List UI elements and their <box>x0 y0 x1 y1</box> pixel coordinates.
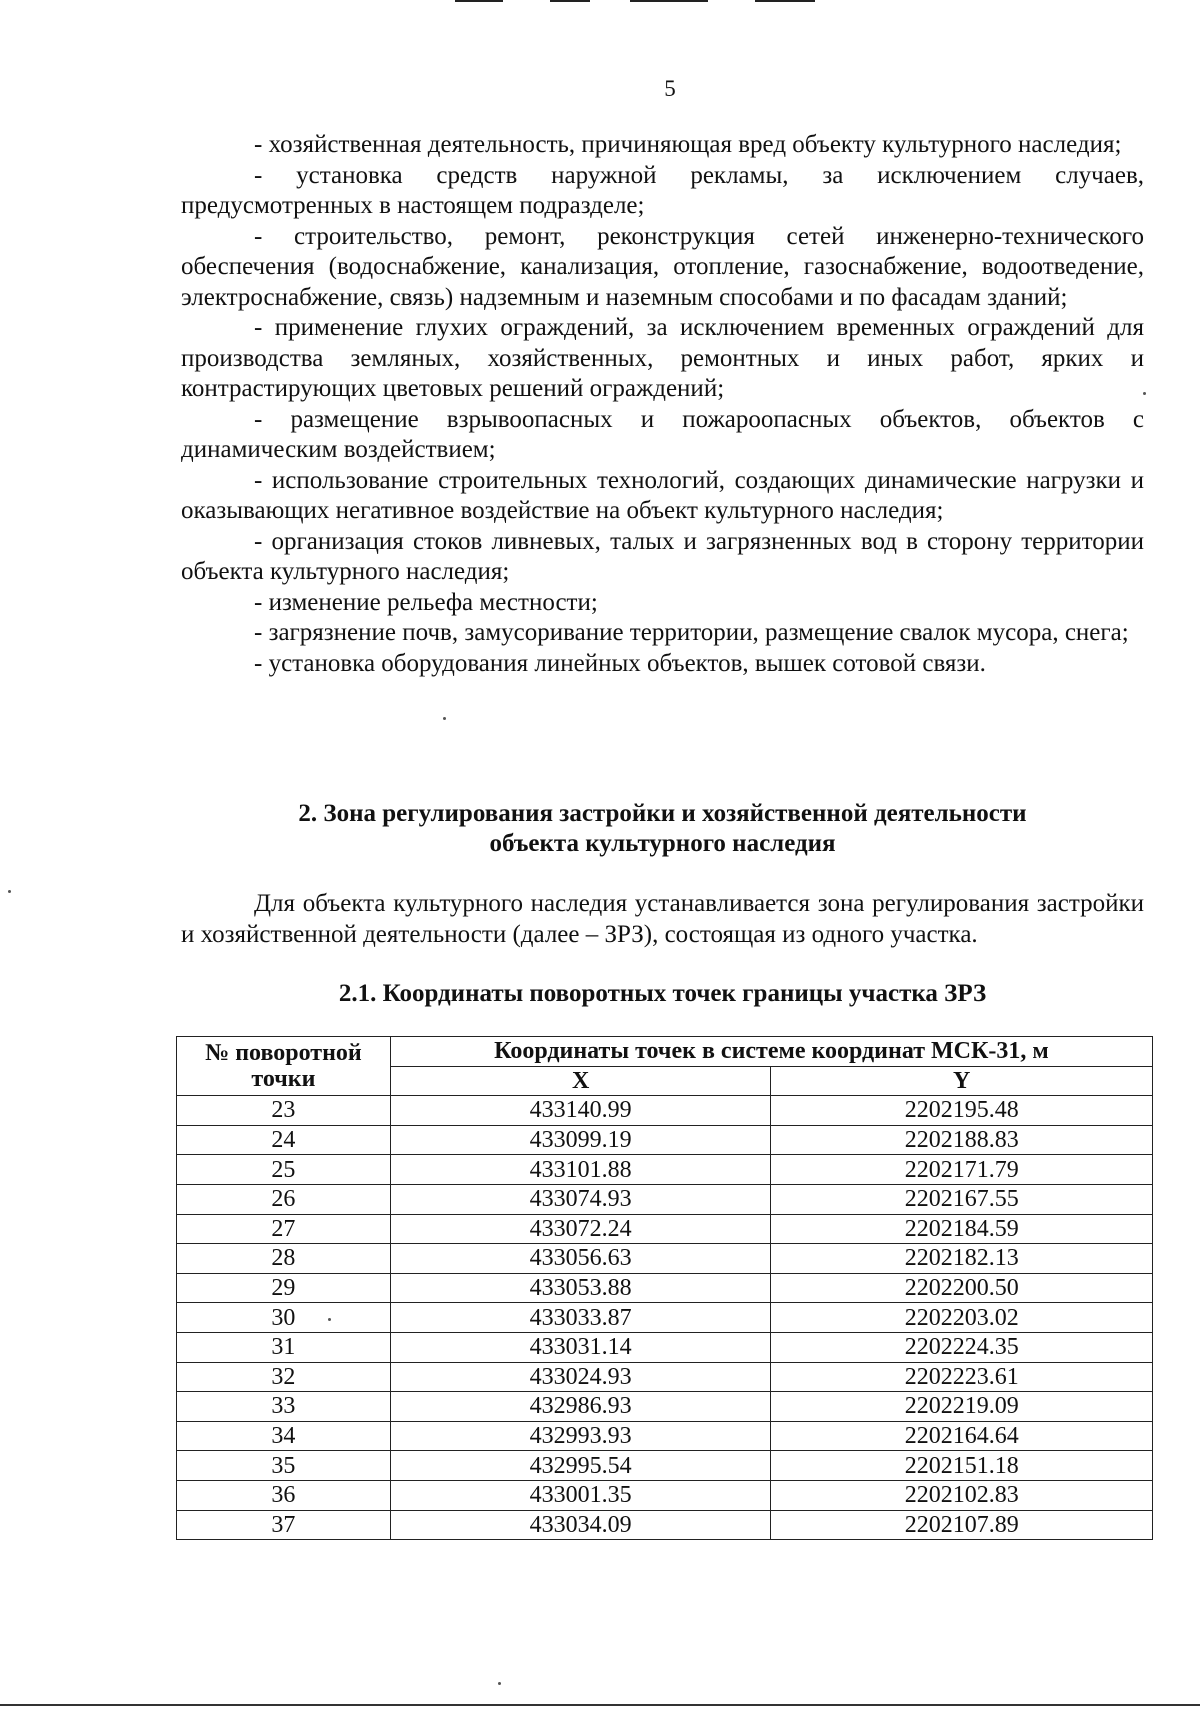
table-title: 2.1. Координаты поворотных точек границы участка ЗРЗ <box>338 980 987 1007</box>
cell-y: 2202151.18 <box>771 1451 1153 1481</box>
cell-point-number: 25 <box>177 1155 391 1185</box>
cell-point-number: 32 <box>177 1362 391 1392</box>
cell-point-number: 28 <box>177 1244 391 1274</box>
cell-point-number: 33 <box>177 1392 391 1422</box>
cell-x: 433140.99 <box>390 1096 771 1126</box>
section-title <box>181 799 1144 859</box>
cell-point-number: 30 <box>177 1303 391 1333</box>
table-row <box>177 1096 1153 1126</box>
cell-y: 2202200.50 <box>771 1273 1153 1303</box>
cell-y: 2202107.89 <box>771 1510 1153 1540</box>
cell-y: 2202219.09 <box>771 1392 1153 1422</box>
scan-speck <box>443 717 446 720</box>
restriction-item: - установка оборудования линейных объектов, вышек сотовой связи. <box>254 649 986 677</box>
table-row <box>177 1155 1153 1185</box>
scan-top-marks <box>455 0 815 4</box>
cell-point-number: 29 <box>177 1273 391 1303</box>
cell-point-number: 26 <box>177 1184 391 1214</box>
cell-point-number: 34 <box>177 1421 391 1451</box>
scan-speck <box>498 1682 501 1685</box>
cell-point-number: 23 <box>177 1096 391 1126</box>
cell-x: 433031.14 <box>390 1332 771 1362</box>
header-point-number-line: № поворотной <box>205 1040 362 1067</box>
restriction-item: - строительство, ремонт, реконструкция сетей инженерно-технического обеспечения (водоснабжение, канализация, отопление, газоснабжение, водоотведение, электроснабжение, связь) надземным и наземным способами и по фасадам зданий; <box>181 222 1144 311</box>
section-title-line: объекта культурного наследия <box>489 830 836 857</box>
cell-y: 2202188.83 <box>771 1125 1153 1155</box>
cell-point-number: 36 <box>177 1480 391 1510</box>
table-row <box>177 1332 1153 1362</box>
table-row <box>177 1392 1153 1422</box>
cell-x: 433056.63 <box>390 1244 771 1274</box>
scan-speck <box>8 890 11 893</box>
cell-x: 433101.88 <box>390 1155 771 1185</box>
restrictions-list <box>181 130 1144 679</box>
table-row <box>177 1273 1153 1303</box>
cell-y: 2202195.48 <box>771 1096 1153 1126</box>
cell-y: 2202102.83 <box>771 1480 1153 1510</box>
table-row <box>177 1214 1153 1244</box>
cell-x: 433034.09 <box>390 1510 771 1540</box>
cell-y: 2202164.64 <box>771 1421 1153 1451</box>
cell-y: 2202171.79 <box>771 1155 1153 1185</box>
coordinates-table <box>176 1036 1153 1540</box>
cell-y: 2202167.55 <box>771 1184 1153 1214</box>
header-point-number <box>177 1037 391 1096</box>
table-row <box>177 1480 1153 1510</box>
header-y: Y <box>771 1066 1153 1096</box>
cell-y: 2202184.59 <box>771 1214 1153 1244</box>
table-row <box>177 1362 1153 1392</box>
cell-x: 433074.93 <box>390 1184 771 1214</box>
table-row <box>177 1451 1153 1481</box>
header-coordinates: Координаты точек в системе координат МСК-31, м <box>390 1037 1152 1067</box>
cell-y: 2202182.13 <box>771 1244 1153 1274</box>
cell-x: 433072.24 <box>390 1214 771 1244</box>
table-row <box>177 1125 1153 1155</box>
restriction-item: - размещение взрывоопасных и пожароопасных объектов, объектов с динамическим воздействием; <box>181 405 1144 463</box>
cell-y: 2202203.02 <box>771 1303 1153 1333</box>
restriction-item: - изменение рельефа местности; <box>254 588 598 616</box>
scan-bottom-line <box>0 1704 1200 1706</box>
cell-x: 432995.54 <box>390 1451 771 1481</box>
cell-point-number: 31 <box>177 1332 391 1362</box>
table-row <box>177 1244 1153 1274</box>
cell-y: 2202223.61 <box>771 1362 1153 1392</box>
header-point-number-line: точки <box>251 1066 316 1093</box>
table-row <box>177 1421 1153 1451</box>
cell-x: 432993.93 <box>390 1421 771 1451</box>
restriction-item: - организация стоков ливневых, талых и загрязненных вод в сторону территории объекта культурного наследия; <box>181 527 1144 585</box>
cell-y: 2202224.35 <box>771 1332 1153 1362</box>
restriction-item: - установка средств наружной рекламы, за исключением случаев, предусмотренных в настоящем подразделе; <box>181 161 1144 219</box>
table-header-row <box>177 1037 1153 1067</box>
cell-x: 432986.93 <box>390 1392 771 1422</box>
cell-x: 433001.35 <box>390 1480 771 1510</box>
table-row <box>177 1510 1153 1540</box>
page-number: 5 <box>664 76 676 101</box>
table-body <box>177 1096 1153 1540</box>
section-title-line: 2. Зона регулирования застройки и хозяйственной деятельности <box>298 800 1027 827</box>
restriction-item: - применение глухих ограждений, за исключением временных ограждений для производства земляных, хозяйственных, ремонтных и иных работ, ярких и контрастирующих цветовых решений ограждений; <box>181 314 1144 402</box>
cell-x: 433053.88 <box>390 1273 771 1303</box>
cell-x: 433033.87 <box>390 1303 771 1333</box>
table-row <box>177 1303 1153 1333</box>
restriction-item: - использование строительных технологий, создающих динамические нагрузки и оказывающих негативное воздействие на объект культурного наследия; <box>181 466 1144 524</box>
section-intro: Для объекта культурного наследия устанавливается зона регулирования застройки и хозяйственной деятельности (далее – ЗРЗ), состоящая из одного участка. <box>181 890 1144 948</box>
scan-speck <box>328 1318 331 1321</box>
cell-point-number: 35 <box>177 1451 391 1481</box>
restriction-item: - загрязнение почв, замусоривание территории, размещение свалок мусора, снега; <box>254 619 1129 646</box>
cell-point-number: 24 <box>177 1125 391 1155</box>
header-x: X <box>390 1066 771 1096</box>
cell-x: 433099.19 <box>390 1125 771 1155</box>
restriction-item: - хозяйственная деятельность, причиняющая вред объекту культурного наследия; <box>254 131 1122 158</box>
cell-x: 433024.93 <box>390 1362 771 1392</box>
cell-point-number: 27 <box>177 1214 391 1244</box>
table-row <box>177 1184 1153 1214</box>
scan-speck <box>1143 392 1146 395</box>
cell-point-number: 37 <box>177 1510 391 1540</box>
